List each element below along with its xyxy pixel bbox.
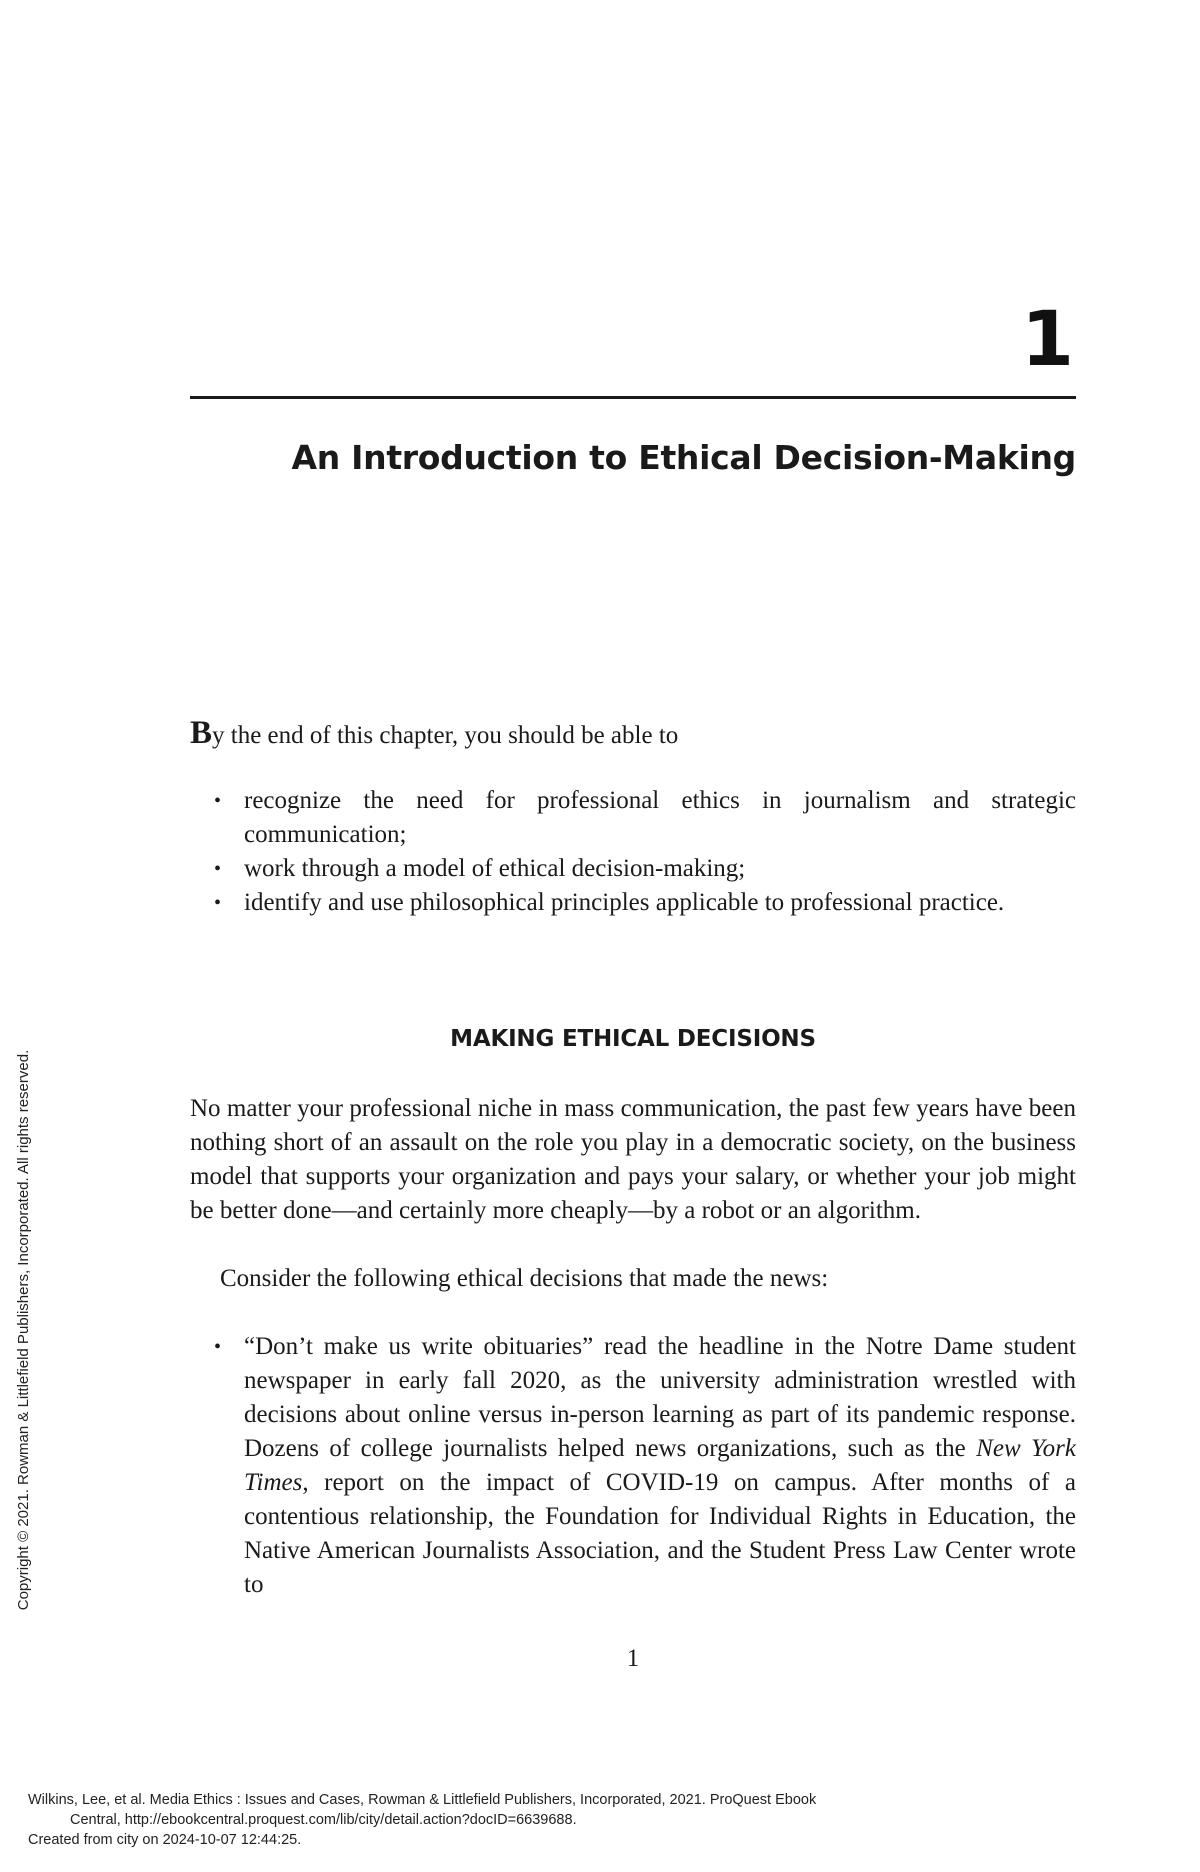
chapter-intro — [190, 716, 1076, 753]
objective-item — [190, 784, 1076, 852]
footer-line: Central, http://ebookcentral.proquest.com/lib/city/detail.action?docID=6639688. — [70, 1812, 577, 1828]
side-copyright-notice: Copyright © 2021. Rowman & Littlefield Publishers, Incorporated. All rights reserved. — [15, 1049, 32, 1611]
body-paragraph: Consider the following ethical decisions that made the news: — [220, 1265, 829, 1292]
page-number: 1 — [626, 1645, 640, 1672]
citation-footer — [28, 1790, 988, 1850]
bullet-icon: • — [214, 790, 222, 812]
bullet-icon: • — [214, 892, 222, 914]
news-list — [190, 1330, 1076, 1602]
chapter-number: 1 — [1021, 294, 1074, 383]
chapter-rule — [190, 396, 1076, 399]
intro-text: y the end of this chapter, you should be able to — [212, 722, 679, 749]
bullet-icon: • — [214, 1336, 222, 1358]
chapter-title: An Introduction to Ethical Decision-Making — [291, 438, 1076, 477]
publication-name: New York Times — [244, 1435, 1076, 1496]
news-text-start: “Don’t make us write obituaries” read the headline in the Notre Dame student newspaper in early fall 2020, as the university administration wrestled with decisions about online versus in-person learning as part of its pandemic response. Dozens of college journalists helped news organizations, such as the — [244, 1333, 1076, 1462]
learning-objectives — [190, 784, 1076, 920]
footer-line: Created from city on 2024-10-07 12:44:25. — [28, 1832, 302, 1848]
objective-text: identify and use philosophical principles applicable to professional practice. — [244, 889, 1005, 916]
news-text-end: , report on the impact of COVID-19 on campus. After months of a contentious relationship, the Foundation for Individual Rights in Education, the Native American Journalists Association, and the Student Press Law Center wrote to — [244, 1469, 1076, 1598]
news-item — [190, 1330, 1076, 1602]
objective-item — [190, 886, 1076, 920]
body-paragraph: No matter your professional niche in mass communication, the past few years have been nothing short of an assault on the role you play in a democratic society, on the business model that supports your organization and pays your salary, or whether your job might be better done—and certainly more cheaply—by a robot or an algorithm. — [190, 1095, 1076, 1224]
objective-item — [190, 852, 1076, 886]
bullet-icon: • — [214, 858, 222, 880]
objective-text: recognize the need for professional ethics in journalism and strategic communication; — [244, 787, 1076, 848]
objective-text: work through a model of ethical decision-making; — [244, 855, 746, 882]
section-heading: MAKING ETHICAL DECISIONS — [450, 1026, 816, 1052]
footer-line: Wilkins, Lee, et al. Media Ethics : Issues and Cases, Rowman & Littlefield Publishers, Incorporated, 2021. ProQuest Ebook — [28, 1792, 817, 1808]
intro-dropcap: B — [190, 715, 213, 751]
